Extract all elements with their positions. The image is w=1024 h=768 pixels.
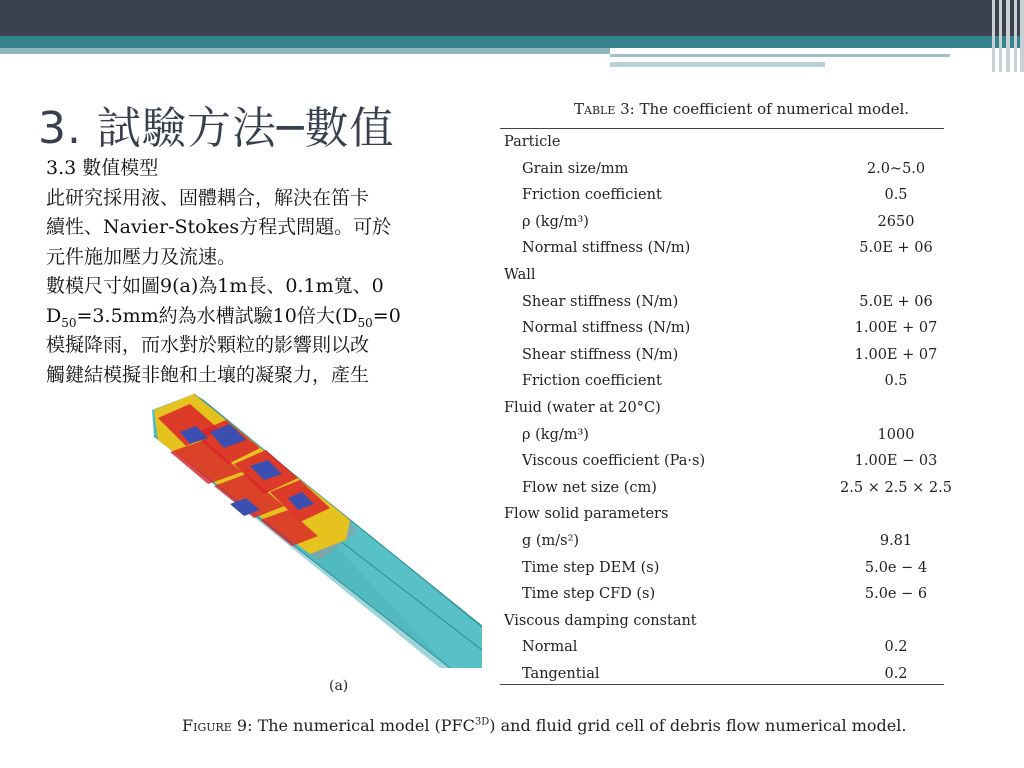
table-row [484, 529, 954, 555]
table-row-value: 2.0~5.0 [866, 160, 926, 177]
table-row-label: Shear stiffness (N/m) [522, 346, 679, 363]
table-section-row [484, 609, 954, 635]
table-row-value: 1.00E − 03 [854, 453, 938, 470]
table-row-label: Fluid (water at 20°C) [504, 400, 661, 416]
table-row-label: ρ (kg/m³) [522, 426, 589, 443]
table-row-value: 1000 [877, 426, 915, 443]
table-caption: Table 3: The coefficient of numerical model. [574, 100, 910, 118]
coefficient-table [484, 92, 954, 692]
table-row-label: Viscous coefficient (Pa·s) [522, 453, 706, 470]
header-teal-underline [0, 48, 610, 54]
header-dark-band [0, 0, 1024, 36]
header-accent-line [610, 54, 950, 57]
table-row-label: Shear stiffness (N/m) [522, 293, 679, 310]
table-row [484, 476, 954, 502]
header-accent-line-short [610, 62, 825, 67]
table-row [484, 236, 954, 262]
table-section-row [484, 263, 954, 289]
table-row-value: 5.0E + 06 [859, 293, 933, 310]
table-row-label: Tangential [522, 666, 600, 682]
body-line: 此研究採用液、固體耦合，解決在笛卡 [46, 186, 370, 209]
slide-body-text [46, 154, 486, 390]
body-line: 3.3 數值模型 [46, 157, 159, 179]
table-row-value: 1.00E + 07 [854, 346, 938, 363]
table-row-value: 1.00E + 07 [854, 320, 938, 337]
table-row-value: 0.5 [884, 187, 908, 204]
table-row-value: 0.2 [884, 666, 908, 682]
table-row-label: Flow net size (cm) [522, 479, 657, 496]
particle-cluster [158, 404, 330, 546]
table-row-value: 5.0E + 06 [859, 240, 933, 257]
table-row [484, 423, 954, 449]
body-line: 觸鍵結模擬非飽和土壤的凝聚力，產生 [46, 363, 370, 386]
table-row-value: 0.5 [884, 373, 908, 390]
body-line: 模擬降雨，而水對於顆粒的影響則以改 [46, 334, 370, 356]
table-row-label: Wall [504, 267, 536, 283]
table-row [484, 210, 954, 236]
table-row-label: Viscous damping constant [504, 612, 697, 629]
table-row [484, 316, 954, 342]
table-section-row [484, 130, 954, 156]
table-row [484, 290, 954, 316]
table-row [484, 343, 954, 369]
table-top-rule [500, 128, 944, 129]
header-teal-band [0, 36, 1024, 48]
body-line: $D_{50}=3.5mm$約為水槽試驗10倍大($D_{50}=0$ [46, 304, 401, 330]
table-row-value: 2650 [877, 213, 915, 230]
table-row-value: 5.0e − 4 [864, 559, 928, 576]
table-row-label: Flow solid parameters [504, 506, 669, 523]
table-row [484, 369, 954, 395]
table-row-label: ρ (kg/m³) [522, 213, 589, 230]
table-section-row [484, 502, 954, 528]
table-row-value: 0.2 [884, 639, 908, 656]
table-row-label: Grain size/mm [522, 160, 629, 177]
table-section-row [484, 396, 954, 422]
figure-panel-label: (a) [329, 678, 349, 694]
table-row-label: Normal [522, 639, 578, 656]
numerical-model-image [150, 392, 482, 668]
table-row-label: g (m/s²) [522, 533, 580, 549]
table-row-label: Time step DEM (s) [522, 559, 660, 576]
table-row [484, 449, 954, 475]
body-line: 續性、Navier-Stokes方程式問題。可於 [46, 216, 392, 238]
body-line: 元件施加壓力及流速。 [46, 245, 237, 268]
table-row-label: Friction coefficient [522, 187, 662, 204]
table-row-value: 5.0e − 6 [864, 586, 928, 603]
table-row-label: Time step CFD (s) [522, 586, 656, 603]
figure-caption: Figure 9: The numerical model $(PFC^{3D})$ and fluid grid cell of debris flow numerical model. [182, 716, 907, 735]
header-corner-stripes [990, 0, 1024, 72]
table-row [484, 183, 954, 209]
slide-title: 3. 試驗方法─數值 [38, 103, 395, 154]
table-row [484, 157, 954, 183]
body-line: 數模尺寸如圖9(a)為1m長、0.1m寬、0 [46, 275, 384, 297]
table-row-value: 2.5 × 2.5 × 2.5 [840, 479, 952, 496]
table-row-label: Normal stiffness (N/m) [522, 240, 691, 257]
table-row [484, 582, 954, 608]
table-row [484, 556, 954, 582]
table-row-value: 9.81 [879, 533, 913, 549]
table-row-label: Friction coefficient [522, 373, 662, 390]
table-bottom-rule [500, 684, 944, 685]
table-row-label: Particle [504, 134, 561, 150]
table-row-label: Normal stiffness (N/m) [522, 320, 691, 337]
table-row [484, 635, 954, 661]
